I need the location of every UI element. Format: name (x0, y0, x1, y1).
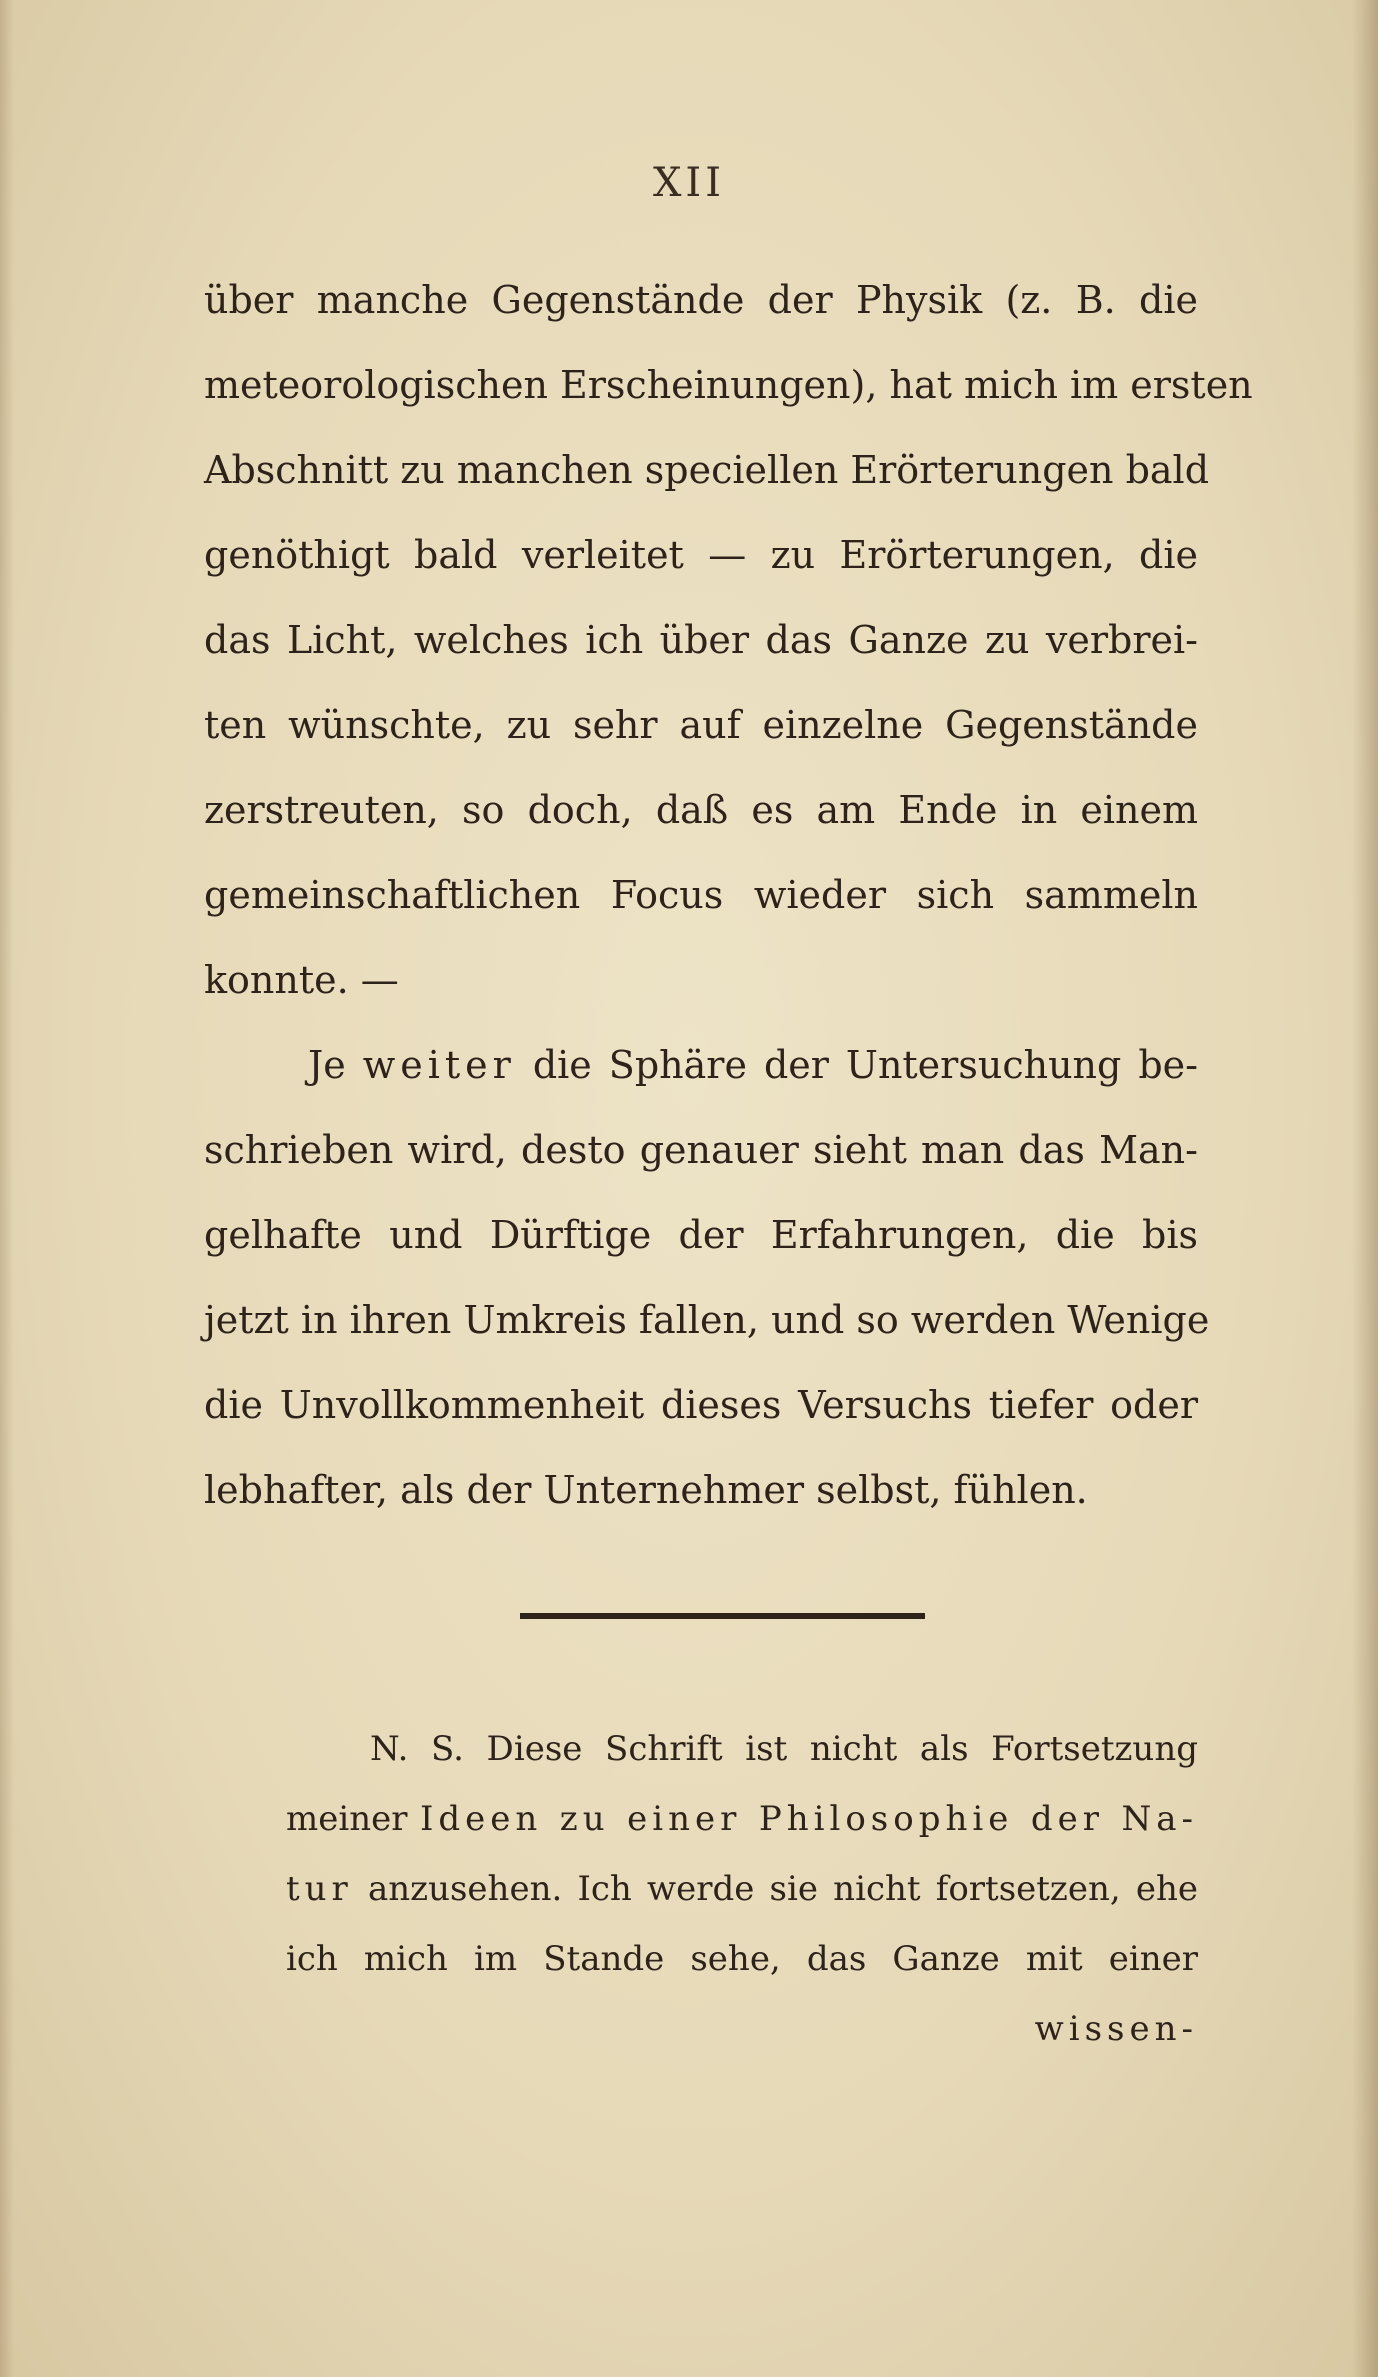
text-run: Je (308, 1043, 363, 1087)
page-left-edge-shadow (0, 0, 14, 2377)
note-line (286, 1784, 1198, 1854)
note-line (286, 1854, 1198, 1924)
text-line: lebhafter, als der Unternehmer selbst, fühlen. (204, 1468, 1088, 1512)
text-line: genöthigt bald verleitet — zu Erörterungen, die (204, 533, 1198, 577)
text-line: das Licht, welches ich über das Ganze zu verbrei- (204, 618, 1198, 662)
main-text (204, 258, 1253, 1533)
horizontal-rule (520, 1613, 925, 1619)
text-line: gelhafte und Dürftige der Erfahrungen, die bis (204, 1213, 1198, 1257)
note-line: N. S. Diese Schrift ist nicht als Fortsetzung (370, 1729, 1198, 1769)
text-line: zerstreuten, so doch, daß es am Ende in einem (204, 788, 1198, 832)
text-run: anzusehen. Ich werde sie nicht fortsetzen, ehe (352, 1869, 1198, 1909)
text-line: schrieben wird, desto genauer sieht man das Man- (204, 1128, 1198, 1172)
catchword: wissen- (1034, 2009, 1198, 2049)
text-line: gemeinschaftlichen Focus wieder sich sammeln (204, 873, 1198, 917)
emphasized-title: tur (286, 1869, 353, 1909)
page-right-edge-shadow (1352, 0, 1378, 2377)
text-line: Abschnitt zu manchen speciellen Erörterungen bald (204, 448, 1210, 492)
note-block (286, 1714, 1198, 2064)
note-line: ich mich im Stande sehe, das Ganze mit einer (286, 1939, 1198, 1979)
text-line: die Unvollkommenheit dieses Versuchs tiefer oder (204, 1383, 1198, 1427)
text-line: ten wünschte, zu sehr auf einzelne Gegenstände (204, 703, 1198, 747)
text-line: jetzt in ihren Umkreis fallen, und so werden Wenige (204, 1298, 1210, 1342)
text-run: die Sphäre der Untersuchung be- (515, 1043, 1198, 1087)
text-line: meteorologischen Erscheinungen), hat mich im ersten (204, 363, 1253, 407)
text-line: konnte. — (204, 958, 399, 1002)
page-number: XII (652, 160, 726, 206)
emphasized-title: Ideen zu einer Philosophie der Na- (419, 1799, 1198, 1839)
text-run: meiner (286, 1799, 420, 1839)
paragraph-first-line (204, 1023, 1198, 1108)
text-line: über manche Gegenstände der Physik (z. B. die (204, 278, 1198, 322)
emphasized-word: weiter (362, 1043, 516, 1087)
